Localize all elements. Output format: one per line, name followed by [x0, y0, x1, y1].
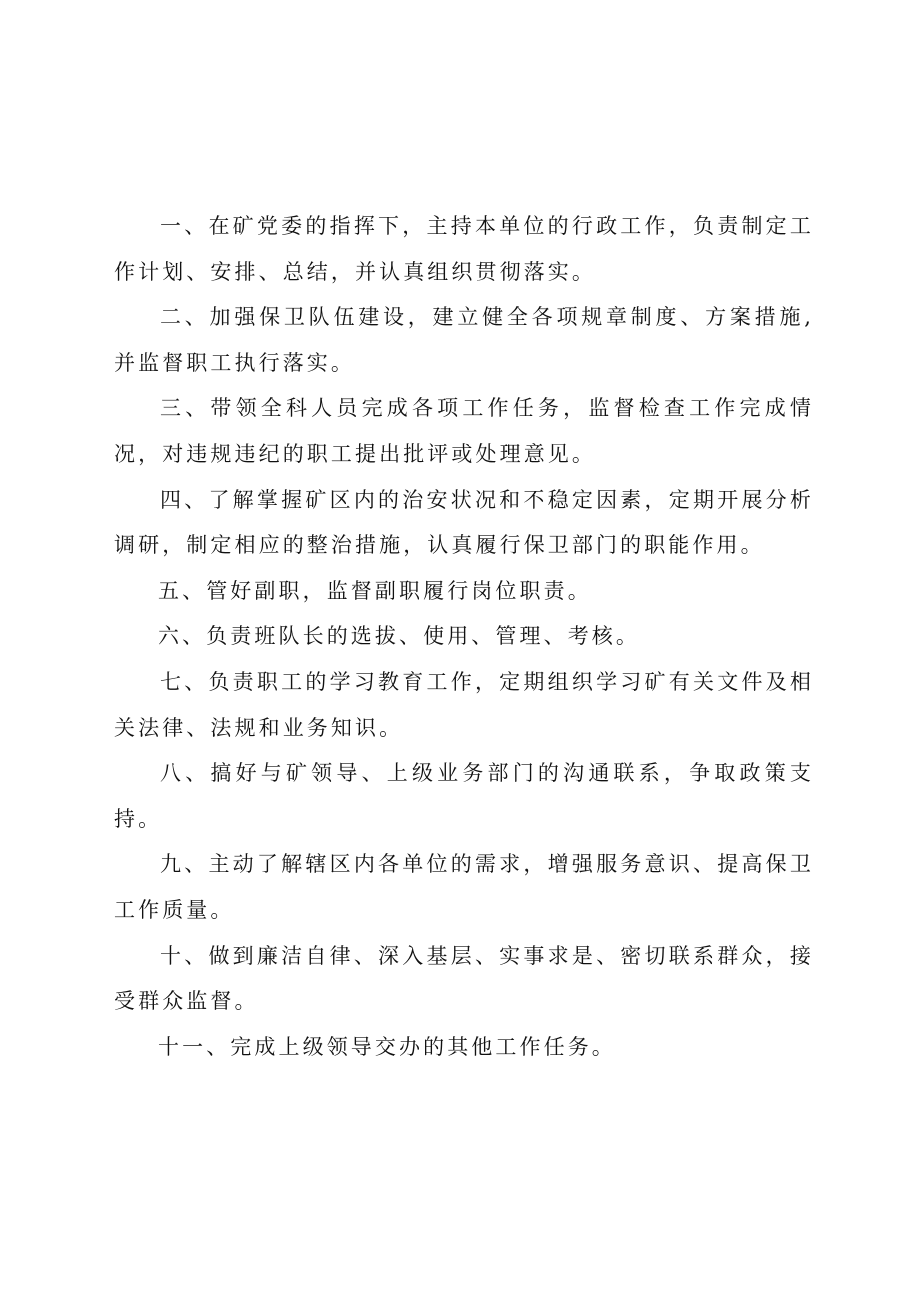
paragraph-4: 四、了解掌握矿区内的治安状况和不稳定因素，定期开展分析调研，制定相应的整治措施，认真履行保卫部门的职能作用。 — [114, 487, 814, 558]
paragraph-7: 七、负责职工的学习教育工作，定期组织学习矿有关文件及相关法律、法规和业务知识。 — [114, 669, 814, 740]
paragraph-5: 五、管好副职，监督副职履行岗位职责。 — [158, 578, 592, 603]
paragraph-9: 九、主动了解辖区内各单位的需求，增强服务意识、提高保卫工作质量。 — [114, 852, 814, 922]
paragraph-10: 十、做到廉洁自律、深入基层、实事求是、密切联系群众，接受群众监督。 — [114, 943, 814, 1014]
paragraph-11: 十一、完成上级领导交办的其他工作任务。 — [158, 1034, 616, 1059]
paragraph-1: 一、在矿党委的指挥下，主持本单位的行政工作，负责制定工作计划、安排、总结，并认真组织贯彻落实。 — [114, 214, 814, 284]
paragraph-3: 三、带领全科人员完成各项工作任务，监督检查工作完成情况，对违规违纪的职工提出批评或处理意见。 — [114, 396, 814, 466]
paragraph-8: 八、搞好与矿领导、上级业务部门的沟通联系，争取政策支持。 — [114, 761, 814, 831]
paragraph-2: 二、加强保卫队伍建设，建立健全各项规章制度、方案措施,并监督职工执行落实。 — [114, 305, 814, 375]
paragraph-6: 六、负责班队长的选拔、使用、管理、考核。 — [158, 624, 640, 649]
document-body — [114, 204, 814, 1070]
